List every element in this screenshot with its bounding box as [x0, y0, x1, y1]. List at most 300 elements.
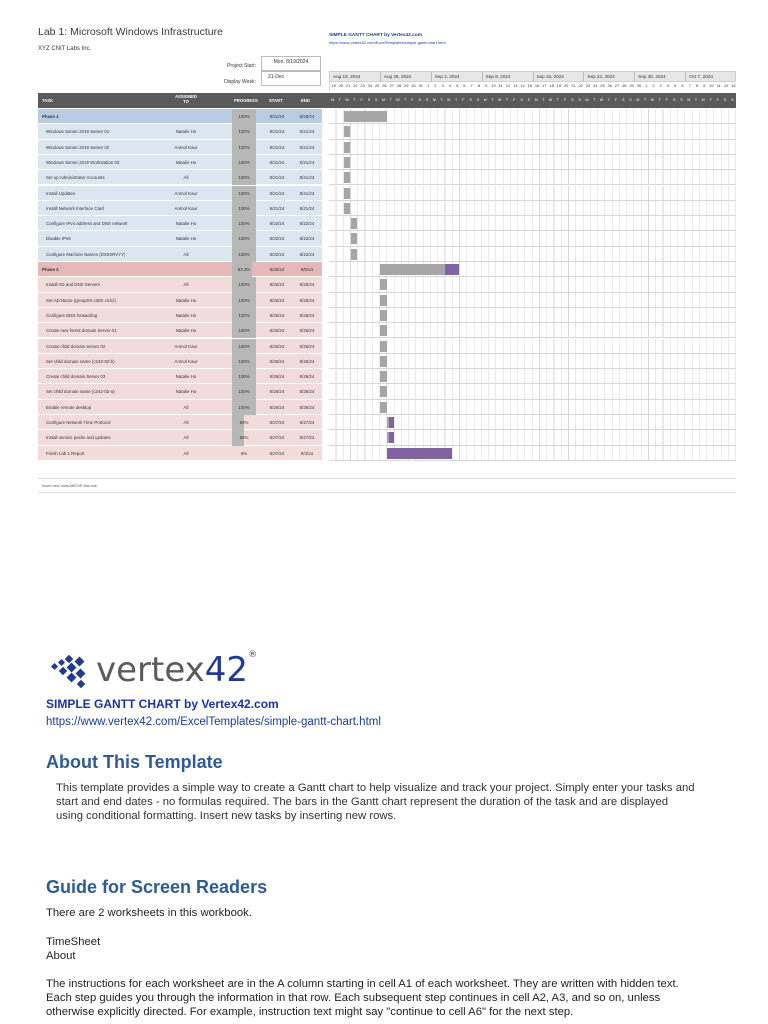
progress-value[interactable]: 100%: [238, 144, 250, 150]
day-number: 21: [345, 83, 351, 88]
task-name[interactable]: Configure Machine Names (DX0SRVYY): [46, 251, 126, 257]
assigned-to[interactable]: Anmol Kaur: [174, 358, 198, 364]
task-name[interactable]: Set up Administrator Accounts: [46, 175, 105, 181]
progress-value[interactable]: 100%: [238, 404, 250, 410]
task-name[interactable]: Install AD and DNS Servers: [46, 282, 100, 288]
day-letter: T: [644, 98, 647, 102]
task-name[interactable]: Configure Network Time Protocol: [46, 420, 111, 425]
header-task: TASK: [42, 98, 54, 103]
phase-row[interactable]: [38, 109, 736, 124]
gantt-row-grid: [329, 369, 736, 384]
day-number: 2: [652, 83, 655, 88]
gantt-bar: [344, 172, 351, 183]
assigned-to[interactable]: Natalie Ho: [175, 159, 197, 165]
worksheet-name-about: About: [46, 950, 76, 963]
gantt-row-grid: [329, 140, 736, 155]
task-row[interactable]: [38, 354, 736, 369]
progress-value[interactable]: 100%: [238, 159, 250, 165]
assigned-to[interactable]: All: [183, 282, 189, 288]
gantt-bar-complete: [380, 264, 445, 275]
day-letter: S: [672, 98, 676, 102]
gantt-row-grid: [329, 446, 736, 461]
week-separator: [431, 72, 432, 82]
day-number: 24: [593, 83, 598, 88]
guide-heading: Guide for Screen Readers: [46, 877, 268, 897]
day-number: 3: [441, 83, 444, 88]
task-name[interactable]: Windows Server 2019 Server 01: [46, 129, 110, 135]
gantt-bar: [344, 203, 351, 214]
progress-value[interactable]: 100%: [238, 374, 250, 380]
end-date[interactable]: 8/21/24: [299, 190, 315, 196]
day-number: 9: [703, 83, 706, 88]
task-row[interactable]: [38, 170, 736, 185]
task-name[interactable]: Windows Server 2019 Workstation 03: [46, 159, 120, 165]
task-row[interactable]: [38, 231, 736, 246]
day-letter: T: [593, 98, 596, 102]
progress-value[interactable]: 100%: [238, 129, 250, 135]
day-number: 22: [353, 83, 358, 88]
gantt-bar: [380, 325, 387, 336]
day-number: 13: [513, 83, 518, 88]
day-letter: T: [389, 98, 392, 102]
start-date[interactable]: 8/26/24: [269, 343, 285, 349]
task-name[interactable]: Install Updates: [46, 190, 76, 196]
day-letter: S: [520, 98, 523, 102]
day-letter: T: [353, 98, 356, 102]
task-row[interactable]: [38, 400, 736, 415]
gantt-row-grid: [329, 293, 736, 308]
worksheet-list: [46, 935, 100, 963]
vertex-title-link[interactable]: SIMPLE GANTT CHART by Vertex42.com: [329, 33, 423, 38]
header-start: START: [269, 98, 283, 103]
start-date[interactable]: 8/22/24: [269, 221, 285, 227]
vertex-url-link[interactable]: https://www.vertex42.com/ExcelTemplates/simple-gantt-chart.html: [329, 40, 446, 45]
gantt-row-grid: [329, 216, 736, 231]
start-date[interactable]: 8/27/24: [269, 420, 285, 425]
day-number: 18: [549, 83, 554, 88]
task-row[interactable]: [38, 293, 736, 308]
end-date[interactable]: 8/26/24: [299, 114, 315, 119]
start-date[interactable]: 8/27/24: [269, 435, 285, 441]
gantt-bar: [380, 371, 387, 382]
day-number: 6: [463, 83, 466, 88]
day-number: 29: [404, 83, 409, 88]
progress-value[interactable]: 100%: [238, 343, 250, 349]
task-row[interactable]: [38, 415, 736, 430]
end-date[interactable]: 8/26/24: [299, 328, 315, 334]
progress-value[interactable]: 100%: [238, 389, 250, 395]
assigned-to[interactable]: All: [183, 435, 189, 441]
assigned-to[interactable]: Anmol Kaur: [174, 343, 198, 349]
assigned-to[interactable]: Natalie Ho: [175, 328, 197, 334]
end-date[interactable]: 8/21/24: [299, 159, 315, 165]
week-separator: [380, 72, 381, 82]
start-date[interactable]: 8/26/24: [269, 358, 285, 364]
start-date[interactable]: 8/26/24: [269, 328, 285, 334]
week-header: [329, 71, 736, 82]
end-date[interactable]: 8/26/24: [299, 404, 315, 410]
start-date[interactable]: 8/21/24: [269, 190, 285, 196]
day-letter: S: [731, 98, 734, 102]
gantt-row-grid: [329, 231, 736, 246]
assigned-to[interactable]: Natalie Ho: [175, 129, 197, 135]
day-letter: M: [432, 98, 436, 102]
week-separator: [482, 72, 483, 82]
task-row[interactable]: [38, 186, 736, 201]
day-number: 19: [556, 83, 562, 88]
end-date[interactable]: 8/22/24: [299, 251, 315, 257]
day-number: 6: [681, 83, 684, 88]
gantt-row-grid: [329, 247, 736, 262]
day-letter: T: [338, 98, 341, 102]
task-name[interactable]: Windows Server 2019 Server 02: [46, 144, 110, 150]
assigned-to[interactable]: Anmol Kaur: [174, 144, 198, 150]
progress-value[interactable]: 100%: [238, 190, 250, 196]
progress-value[interactable]: 50%: [239, 420, 249, 425]
day-number: 1: [644, 83, 648, 88]
end-date[interactable]: 8/26/24: [299, 343, 315, 349]
about-heading: About This Template: [46, 752, 223, 772]
phase-row[interactable]: [38, 262, 736, 277]
gantt-bar-remaining: [445, 264, 459, 275]
end-date[interactable]: 8/22/24: [299, 236, 315, 242]
task-row[interactable]: [38, 247, 736, 262]
gantt-bar: [380, 386, 387, 397]
gantt-row-grid: [329, 201, 736, 216]
task-row[interactable]: [38, 140, 736, 155]
task-name[interactable]: Install service packs and updates: [46, 435, 111, 441]
progress-value[interactable]: 100%: [238, 358, 250, 364]
day-letter: S: [723, 98, 727, 102]
task-row[interactable]: [38, 323, 736, 338]
day-number: 5: [674, 83, 677, 88]
start-date[interactable]: 8/21/24: [269, 144, 285, 150]
about-paragraph: This template provides a simple way to create a Gantt chart to help visualize and track your project. Simply enter your tasks and start and end dates - no formulas required. The bars in the Gantt chart represent the duration of the task and are displayed using conditional formatting. Insert new tasks by inserting new rows.: [56, 782, 695, 823]
day-letter: W: [650, 98, 655, 102]
day-number-row: [329, 82, 736, 92]
progress-value[interactable]: 0%: [240, 450, 248, 456]
gantt-bar: [351, 218, 358, 229]
week-label: Aug 26, 2024: [383, 74, 412, 79]
assigned-to[interactable]: Natalie Ho: [175, 389, 197, 395]
gantt-bar: [351, 233, 358, 244]
day-letter: W: [345, 98, 349, 102]
gantt-bar: [380, 341, 387, 352]
start-date[interactable]: 8/21/24: [269, 205, 285, 211]
day-letter: T: [491, 98, 494, 102]
gantt-row-grid: [329, 430, 736, 445]
task-row[interactable]: [38, 369, 736, 384]
task-row[interactable]: [38, 277, 736, 292]
progress-value[interactable]: 100%: [238, 328, 250, 334]
progress-value[interactable]: 100%: [238, 114, 250, 119]
day-number: 11: [498, 83, 503, 88]
guide-paragraph-3: The instructions for each worksheet are in the A column starting in cell A1 of each worksheet. They are written with hidden text. Each step guides you through the information in that row. Each subsequent step continues in cell A2, A3, and so on, unless otherwise explicitly directed. For example, instruction text might say "continue to cell A6" for the next step.: [46, 978, 679, 1019]
day-letter: F: [614, 98, 618, 102]
task-name[interactable]: Install Network Interface Card: [46, 205, 104, 211]
start-date[interactable]: 8/26/24: [269, 389, 285, 395]
gantt-bar: [380, 356, 387, 367]
week-label: Aug 19, 2024: [333, 74, 361, 79]
day-number: 12: [505, 83, 511, 88]
header-progress: PROGRESS: [234, 98, 258, 103]
assigned-to[interactable]: Natalie Ho: [175, 312, 197, 318]
gantt-bar: [351, 249, 358, 260]
day-letter: W: [498, 98, 502, 102]
day-number: 4: [448, 83, 451, 88]
display-week-field[interactable]: 21-Dec: [261, 71, 321, 86]
start-date[interactable]: 8/26/24: [269, 282, 285, 288]
start-date[interactable]: 8/21/24: [269, 129, 285, 135]
day-number: 3: [659, 83, 662, 88]
logo-registered-mark: ®: [248, 650, 258, 660]
assigned-to[interactable]: All: [183, 450, 189, 456]
gantt-bar: [344, 142, 351, 153]
gantt-row-grid: [329, 124, 736, 139]
day-letter: S: [629, 98, 632, 102]
task-name[interactable]: Create new forest domain Server 01: [46, 328, 117, 334]
end-date[interactable]: 8/26/24: [299, 297, 315, 303]
day-letter: T: [709, 98, 712, 102]
task-row[interactable]: [38, 155, 736, 170]
day-letter: F: [462, 98, 465, 102]
day-number: 10: [709, 83, 714, 88]
assigned-to[interactable]: All: [183, 251, 189, 257]
gantt-bar: [380, 402, 387, 413]
gantt-row-grid: [329, 400, 736, 415]
day-letter: S: [418, 98, 421, 102]
task-name[interactable]: Set child domain name (c242-02-b): [46, 358, 115, 364]
day-number: 27: [389, 83, 394, 88]
day-number: 16: [534, 83, 540, 88]
about-url-link[interactable]: https://www.vertex42.com/ExcelTemplates/simple-gantt-chart.html: [46, 716, 381, 728]
day-letter: S: [469, 98, 472, 102]
start-date[interactable]: 8/21/24: [269, 114, 285, 119]
day-number: 10: [491, 83, 496, 88]
task-row[interactable]: [38, 446, 736, 461]
gantt-row-grid: [329, 308, 736, 323]
day-number: 27: [614, 83, 620, 88]
day-letter: F: [360, 98, 363, 102]
day-letter: F: [564, 98, 567, 102]
start-date[interactable]: 8/26/24: [269, 312, 285, 318]
task-name[interactable]: Configure DNS forwarding: [46, 312, 98, 318]
day-letter: F: [665, 98, 668, 102]
progress-value[interactable]: 83.3%: [237, 267, 251, 272]
end-date[interactable]: 8/26/24: [299, 358, 315, 364]
assigned-to[interactable]: Natalie Ho: [175, 236, 197, 242]
task-name[interactable]: Phase 2: [42, 267, 59, 272]
gantt-row-grid: [329, 262, 736, 277]
task-name[interactable]: Phase 1: [42, 114, 59, 119]
day-number: 22: [578, 83, 583, 88]
day-number: 23: [360, 83, 365, 88]
end-date[interactable]: 8/27/24: [299, 435, 315, 441]
logo-number: 42: [204, 650, 249, 690]
day-letter: T: [440, 98, 443, 102]
progress-value[interactable]: 50%: [239, 435, 249, 441]
week-label: Sep 16, 2024: [536, 74, 564, 79]
day-letter: T: [455, 98, 458, 102]
day-number: 8: [695, 83, 699, 88]
gantt-bar-progress: [387, 432, 389, 443]
day-number: 20: [338, 83, 344, 88]
sheet-title: Lab 1: Microsoft Windows Infrastructure: [38, 26, 223, 38]
gantt-row-grid: [329, 186, 736, 201]
progress-value[interactable]: 100%: [238, 205, 250, 211]
start-date[interactable]: 8/26/24: [269, 267, 285, 272]
assigned-to[interactable]: Natalie Ho: [175, 221, 197, 227]
day-number: 15: [527, 83, 533, 88]
day-number: 4: [666, 83, 670, 88]
gantt-row-grid: [329, 354, 736, 369]
task-row[interactable]: [38, 201, 736, 216]
day-letter: T: [607, 98, 610, 102]
task-name[interactable]: Create child domain Server 02: [46, 343, 106, 349]
day-number: 29: [629, 83, 634, 88]
day-number: 24: [367, 83, 373, 88]
assigned-to[interactable]: Natalie Ho: [175, 297, 197, 303]
task-name[interactable]: Create child domain Server 03: [46, 374, 106, 380]
day-letter: M: [483, 98, 487, 102]
gantt-bar: [380, 310, 387, 321]
day-number: 12: [723, 83, 729, 88]
end-date[interactable]: 8/21/24: [299, 205, 315, 211]
day-number: 13: [731, 83, 736, 88]
assigned-to[interactable]: [166, 109, 206, 124]
day-number: 19: [331, 83, 336, 88]
day-number: 28: [396, 83, 402, 88]
day-letter: M: [687, 98, 691, 102]
progress-value[interactable]: 100%: [238, 236, 250, 242]
task-name[interactable]: Disable IPv6: [46, 236, 71, 242]
task-name[interactable]: Set child domain name (c242-02-a): [46, 389, 115, 395]
task-row[interactable]: [38, 308, 736, 323]
day-number: 1: [426, 83, 430, 88]
day-letter: M: [585, 98, 589, 102]
end-date[interactable]: 8/26/24: [299, 312, 315, 318]
end-date[interactable]: 9/5/24: [300, 267, 314, 272]
day-number: 30: [636, 83, 642, 88]
guide-paragraph-1: There are 2 worksheets in this workbook.: [46, 907, 252, 919]
start-date[interactable]: 8/26/24: [269, 374, 285, 380]
progress-value[interactable]: 100%: [238, 221, 250, 227]
day-number: 25: [600, 83, 605, 88]
day-letter: M: [534, 98, 538, 102]
day-number: 20: [563, 83, 569, 88]
start-date[interactable]: 8/26/24: [269, 404, 285, 410]
assigned-to[interactable]: Anmol Kaur: [174, 190, 198, 196]
gantt-bar: [380, 295, 387, 306]
start-date[interactable]: 8/27/24: [269, 450, 285, 456]
gantt-row-grid: [329, 170, 736, 185]
table-header: [38, 93, 736, 108]
gantt-row-grid: [329, 339, 736, 354]
end-date[interactable]: 8/21/24: [299, 129, 315, 135]
task-row[interactable]: [38, 216, 736, 231]
day-number: 2: [434, 83, 437, 88]
end-date[interactable]: 8/26/24: [299, 282, 315, 288]
week-label: Sep 30, 2024: [638, 74, 666, 79]
day-number: 21: [571, 83, 576, 88]
task-name[interactable]: Configure IPv4 address and DNS network: [46, 221, 128, 227]
start-date[interactable]: 8/21/24: [269, 159, 285, 165]
day-number: 26: [607, 83, 612, 88]
task-name[interactable]: Finish Lab 1 Report: [46, 450, 85, 456]
day-letter: S: [622, 98, 625, 102]
end-date[interactable]: 8/26/24: [299, 374, 315, 380]
progress-value[interactable]: 100%: [238, 282, 250, 288]
day-letter: W: [701, 98, 705, 102]
task-name[interactable]: Enable remote desktop: [46, 404, 92, 410]
assigned-to[interactable]: Natalie Ho: [175, 374, 197, 380]
week-separator: [685, 72, 686, 82]
day-letter: F: [513, 98, 516, 102]
task-name[interactable]: Set AD Name (groupXX.cit0X.cit.lcl): [46, 297, 116, 303]
end-date[interactable]: 8/27/24: [299, 420, 315, 425]
gantt-row-grid: [329, 109, 736, 124]
insert-row-note: [38, 478, 736, 493]
progress-value[interactable]: 100%: [238, 297, 250, 303]
gantt-bar: [387, 448, 452, 459]
assigned-to[interactable]: All: [183, 420, 189, 425]
day-number: 5: [456, 83, 459, 88]
task-row[interactable]: [38, 124, 736, 139]
end-date[interactable]: 8/22/24: [299, 221, 315, 227]
day-letter: M: [331, 98, 335, 102]
end-date[interactable]: 8/26/24: [299, 389, 315, 395]
assigned-to[interactable]: [166, 262, 206, 277]
assigned-to[interactable]: Anmol Kaur: [174, 205, 198, 211]
week-label: Sep 2, 2024: [434, 74, 460, 79]
week-label: Sep 9, 2024: [485, 74, 511, 79]
end-date[interactable]: 9/4/24: [300, 450, 314, 456]
start-date[interactable]: 8/21/24: [269, 175, 285, 181]
end-date[interactable]: 8/21/24: [299, 175, 315, 181]
vertex42-logo-icon: [48, 650, 98, 690]
task-row[interactable]: [38, 430, 736, 445]
day-number: 14: [520, 83, 525, 88]
day-number: 17: [542, 83, 547, 88]
gantt-row-grid: [329, 323, 736, 338]
header-end: END: [301, 98, 310, 103]
progress-value[interactable]: 100%: [238, 312, 250, 318]
day-letter: S: [527, 98, 531, 102]
day-letter: S: [425, 98, 429, 102]
start-date[interactable]: 8/22/24: [269, 236, 285, 242]
week-label: Sep 23, 2024: [587, 74, 615, 79]
company-name: XYZ CNIT Labs Inc.: [38, 46, 92, 52]
day-letter: W: [599, 98, 604, 102]
gantt-row-grid: [329, 384, 736, 399]
day-number: 25: [374, 83, 380, 88]
assigned-to[interactable]: All: [183, 404, 189, 410]
gantt-bar: [344, 126, 351, 137]
task-row[interactable]: [38, 384, 736, 399]
start-date[interactable]: 8/22/24: [269, 251, 285, 257]
assigned-to[interactable]: All: [183, 175, 189, 181]
progress-value[interactable]: 100%: [238, 175, 250, 181]
project-start-field[interactable]: Mon, 8/19/2024: [261, 56, 321, 71]
task-row[interactable]: [38, 339, 736, 354]
progress-value[interactable]: 100%: [238, 251, 250, 257]
week-separator: [634, 72, 635, 82]
end-date[interactable]: 8/21/24: [299, 144, 315, 150]
start-date[interactable]: 8/26/24: [269, 297, 285, 303]
day-letter: W: [447, 98, 451, 102]
about-title-link[interactable]: SIMPLE GANTT CHART by Vertex42.com: [46, 697, 279, 711]
day-number: 8: [477, 83, 481, 88]
